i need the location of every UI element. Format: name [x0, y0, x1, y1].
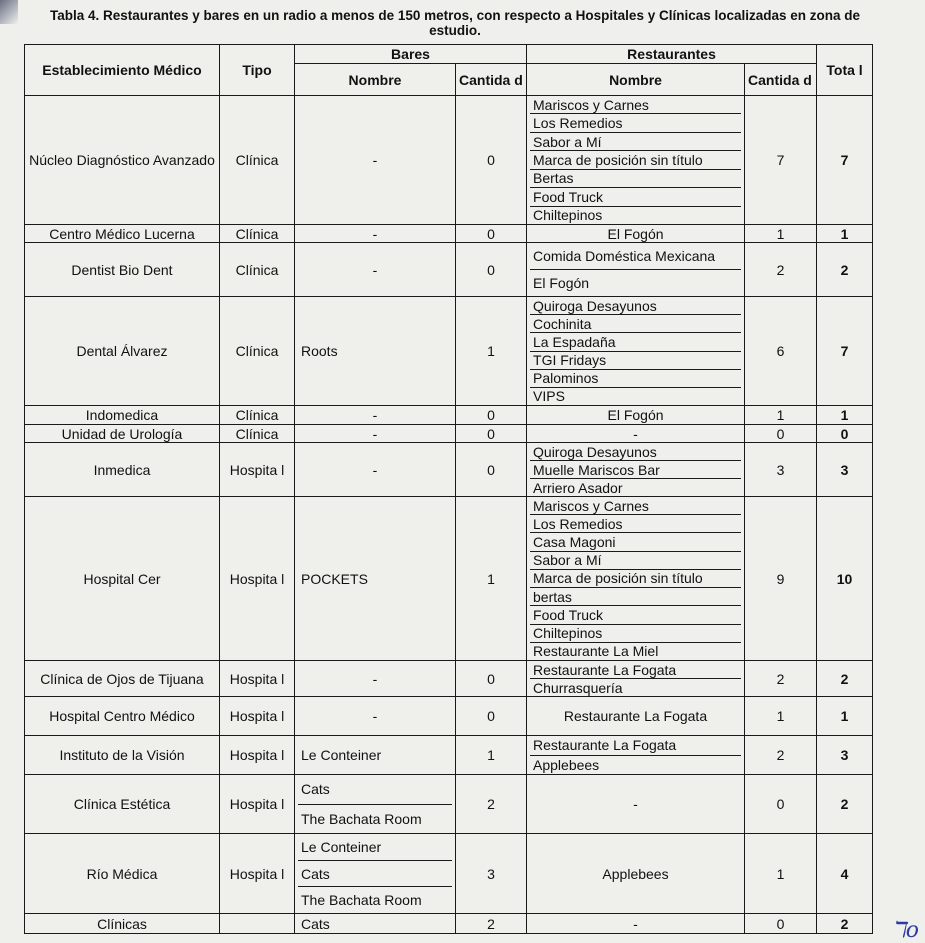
bares-cantidad-cell: 0: [456, 96, 527, 225]
rest-nombre-cell: [527, 425, 745, 443]
rest-cantidad-cell: 0: [745, 775, 817, 834]
bares-nombre-cell-item: -: [372, 425, 378, 442]
tipo-cell: Clínica: [220, 425, 295, 443]
establecimiento-cell: Núcleo Diagnóstico Avanzado: [25, 96, 220, 225]
table-row: [25, 425, 873, 443]
rest-nombre-cell: [527, 243, 745, 297]
bares-nombre-cell-item: -: [372, 152, 378, 168]
tipo-cell: [220, 914, 295, 934]
bares-nombre-cell: [295, 243, 456, 297]
rest-cantidad-cell: 1: [745, 834, 817, 914]
header-bares-cantidad: Cantida d: [456, 64, 527, 96]
tipo-cell: Hospita l: [220, 736, 295, 775]
bares-nombre-cell: [295, 225, 456, 243]
rest-nombre-cell: [527, 297, 745, 406]
rest-nombre-cell-item: Food Truck: [530, 605, 741, 623]
bares-nombre-cell-item: -: [372, 708, 378, 724]
rest-cantidad-cell: 2: [745, 661, 817, 697]
establecimiento-cell: Clínica Estética: [25, 775, 220, 834]
header-bares-nombre: Nombre: [295, 64, 456, 96]
bares-nombre-cell: [295, 406, 456, 425]
bares-nombre-cell-item: The Bachata Room: [298, 886, 452, 913]
total-cell: 4: [817, 834, 873, 914]
table-row: [25, 225, 873, 243]
establecimiento-cell: Centro Médico Lucerna: [25, 225, 220, 243]
total-cell: 1: [817, 406, 873, 425]
table-row: [25, 661, 873, 697]
establecimiento-cell: Clínicas: [25, 914, 220, 934]
rest-nombre-cell-item: La Espadaña: [530, 332, 741, 350]
handwritten-margin-mark: ℸo: [891, 918, 919, 943]
rest-cantidad-cell: 0: [745, 425, 817, 443]
bares-nombre-cell: [295, 96, 456, 225]
bares-cantidad-cell: 0: [456, 243, 527, 297]
bares-nombre-cell: [295, 497, 456, 661]
rest-cantidad-cell: 2: [745, 736, 817, 775]
table-row: [25, 775, 873, 834]
establecimiento-cell: Indomedica: [25, 406, 220, 425]
rest-nombre-cell-item: bertas: [530, 587, 741, 605]
rest-nombre-cell-item: Food Truck: [530, 187, 741, 205]
bares-cantidad-cell: 1: [456, 736, 527, 775]
tipo-cell: Hospita l: [220, 661, 295, 697]
bares-nombre-cell: [295, 775, 456, 834]
rest-nombre-cell: [527, 225, 745, 243]
header-rest-nombre: Nombre: [527, 64, 745, 96]
tipo-cell: Hospita l: [220, 834, 295, 914]
header-rest-cantidad: Cantida d: [745, 64, 817, 96]
table-row: [25, 96, 873, 225]
bares-nombre-cell-item: Cats: [301, 915, 330, 932]
rest-nombre-cell-item: Churrasquería: [530, 678, 741, 696]
rest-nombre-cell: [527, 914, 745, 934]
total-cell: 1: [817, 697, 873, 736]
tipo-cell: Clínica: [220, 225, 295, 243]
establecimiento-cell: Unidad de Urología: [25, 425, 220, 443]
bares-cantidad-cell: 2: [456, 775, 527, 834]
rest-nombre-cell-item: -: [633, 915, 638, 932]
table-row: [25, 736, 873, 775]
page-corner-shadow: [0, 0, 18, 24]
caption-text: Restaurantes y bares en un radio a menos de 150 metros, con respecto a Hospitales y Clínicas localizadas en zona de estudio.: [103, 8, 861, 38]
bares-cantidad-cell: 0: [456, 406, 527, 425]
rest-cantidad-cell: 3: [745, 443, 817, 497]
bares-nombre-cell: [295, 834, 456, 914]
table-caption: [30, 8, 880, 38]
rest-nombre-cell-item: Mariscos y Carnes: [533, 497, 649, 514]
rest-nombre-cell-item: Sabor a Mí: [530, 551, 741, 569]
total-cell: 2: [817, 661, 873, 697]
rest-nombre-cell-item: El Fogón: [607, 225, 664, 242]
table-row: [25, 243, 873, 297]
rest-cantidad-cell: 9: [745, 497, 817, 661]
rest-nombre-cell-item: Restaurante La Miel: [530, 642, 741, 660]
rest-nombre-cell-item: Cochinita: [530, 314, 741, 332]
total-cell: 3: [817, 736, 873, 775]
rest-nombre-cell-item: Applebees: [530, 755, 741, 775]
bares-nombre-cell: [295, 914, 456, 934]
rest-nombre-cell-item: El Fogón: [607, 407, 664, 423]
bares-cantidad-cell: 1: [456, 297, 527, 406]
total-cell: 10: [817, 497, 873, 661]
total-cell: 3: [817, 443, 873, 497]
table-row: [25, 497, 873, 661]
establecimiento-cell: Dentist Bio Dent: [25, 243, 220, 297]
bares-nombre-cell: [295, 736, 456, 775]
bares-nombre-cell: [295, 443, 456, 497]
table-row: [25, 697, 873, 736]
rest-nombre-cell-item: Bertas: [530, 169, 741, 187]
rest-nombre-cell-item: VIPS: [530, 387, 741, 405]
rest-nombre-cell-item: -: [633, 796, 638, 812]
rest-nombre-cell-item: TGI Fridays: [530, 351, 741, 369]
rest-nombre-cell-item: Restaurante La Fogata: [533, 737, 677, 754]
tipo-cell: Clínica: [220, 297, 295, 406]
bares-cantidad-cell: 2: [456, 914, 527, 934]
rest-nombre-cell-item: -: [633, 425, 638, 442]
header-establecimiento: Establecimiento Médico: [25, 45, 220, 96]
rest-nombre-cell-item: Los Remedios: [530, 113, 741, 131]
bares-cantidad-cell: 0: [456, 661, 527, 697]
tipo-cell: Clínica: [220, 406, 295, 425]
rest-nombre-cell-item: Casa Magoni: [530, 532, 741, 550]
rest-cantidad-cell: 7: [745, 96, 817, 225]
establecimiento-cell: Clínica de Ojos de Tijuana: [25, 661, 220, 697]
bares-nombre-cell-item: Le Conteiner: [301, 838, 382, 855]
rest-nombre-cell: [527, 775, 745, 834]
establecimiento-cell: Dental Álvarez: [25, 297, 220, 406]
table-body: [25, 96, 873, 934]
bares-cantidad-cell: 0: [456, 425, 527, 443]
header-restaurantes: Restaurantes: [527, 45, 817, 64]
rest-nombre-cell-item: Quiroga Desayunos: [533, 297, 657, 314]
bares-cantidad-cell: 0: [456, 443, 527, 497]
rest-cantidad-cell: 1: [745, 697, 817, 736]
establecimiento-cell: Hospital Cer: [25, 497, 220, 661]
rest-nombre-cell-item: Chiltepinos: [530, 624, 741, 642]
rest-cantidad-cell: 1: [745, 225, 817, 243]
total-cell: 7: [817, 96, 873, 225]
bares-cantidad-cell: 0: [456, 697, 527, 736]
rest-nombre-cell-item: Mariscos y Carnes: [533, 96, 649, 113]
bares-nombre-cell-item: -: [372, 261, 378, 278]
establecimiento-cell: Río Médica: [25, 834, 220, 914]
bares-nombre-cell: [295, 697, 456, 736]
bares-cantidad-cell: 1: [456, 497, 527, 661]
table-row: [25, 914, 873, 934]
table-row: [25, 443, 873, 497]
rest-nombre-cell: [527, 834, 745, 914]
bares-cantidad-cell: 3: [456, 834, 527, 914]
tipo-cell: Clínica: [220, 96, 295, 225]
bares-nombre-cell-item: POCKETS: [301, 570, 368, 587]
rest-cantidad-cell: 1: [745, 406, 817, 425]
rest-nombre-cell: [527, 443, 745, 497]
rest-nombre-cell-item: Arriero Asador: [530, 478, 741, 496]
establecimiento-cell: Hospital Centro Médico: [25, 697, 220, 736]
rest-cantidad-cell: 2: [745, 243, 817, 297]
rest-nombre-cell-item: Los Remedios: [530, 514, 741, 532]
rest-nombre-cell: [527, 697, 745, 736]
rest-nombre-cell-item: Restaurante La Fogata: [563, 708, 708, 724]
rest-nombre-cell: [527, 96, 745, 225]
rest-nombre-cell-item: Comida Doméstica Mexicana: [533, 248, 716, 264]
table-row: [25, 297, 873, 406]
rest-cantidad-cell: 0: [745, 914, 817, 934]
rest-nombre-cell-item: Quiroga Desayunos: [533, 443, 657, 460]
bares-nombre-cell-item: -: [372, 461, 378, 478]
tipo-cell: Hospita l: [220, 443, 295, 497]
tipo-cell: Hospita l: [220, 697, 295, 736]
rest-nombre-cell: [527, 497, 745, 661]
bares-nombre-cell-item: Cats: [301, 781, 330, 798]
rest-nombre-cell-item: Palominos: [530, 369, 741, 387]
bares-nombre-cell-item: The Bachata Room: [298, 804, 452, 834]
bares-nombre-cell-item: -: [372, 225, 378, 242]
tipo-cell: Hospita l: [220, 775, 295, 834]
caption-label: Tabla 4.: [49, 8, 100, 23]
rest-nombre-cell-item: Marca de posición sin título: [530, 569, 741, 587]
rest-cantidad-cell: 6: [745, 297, 817, 406]
rest-nombre-cell: [527, 406, 745, 425]
tipo-cell: Hospita l: [220, 497, 295, 661]
bares-nombre-cell-item: Cats: [298, 860, 452, 887]
rest-nombre-cell-item: El Fogón: [530, 269, 741, 296]
rest-nombre-cell: [527, 736, 745, 775]
bares-cantidad-cell: 0: [456, 225, 527, 243]
total-cell: 2: [817, 243, 873, 297]
bares-nombre-cell: [295, 661, 456, 697]
total-cell: 0: [817, 425, 873, 443]
rest-nombre-cell: [527, 661, 745, 697]
bares-nombre-cell: [295, 425, 456, 443]
bares-nombre-cell: [295, 297, 456, 406]
header-total: Tota l: [817, 45, 873, 96]
rest-nombre-cell-item: Restaurante La Fogata: [533, 661, 677, 678]
bares-nombre-cell-item: Roots: [301, 343, 338, 359]
rest-nombre-cell-item: Applebees: [602, 865, 669, 882]
total-cell: 7: [817, 297, 873, 406]
establecimiento-cell: Inmedica: [25, 443, 220, 497]
bares-nombre-cell-item: -: [372, 407, 378, 423]
rest-nombre-cell-item: Marca de posición sin título: [530, 150, 741, 168]
rest-nombre-cell-item: Muelle Mariscos Bar: [530, 460, 741, 478]
total-cell: 1: [817, 225, 873, 243]
establecimiento-cell: Instituto de la Visión: [25, 736, 220, 775]
header-tipo: Tipo: [220, 45, 295, 96]
table-row: [25, 406, 873, 425]
restaurants-bars-table: [24, 44, 873, 934]
total-cell: 2: [817, 914, 873, 934]
table-row: [25, 834, 873, 914]
total-cell: 2: [817, 775, 873, 834]
header-bares: Bares: [295, 45, 527, 64]
rest-nombre-cell-item: Sabor a Mí: [530, 132, 741, 150]
rest-nombre-cell-item: Chiltepinos: [530, 206, 741, 224]
bares-nombre-cell-item: -: [372, 670, 378, 687]
tipo-cell: Clínica: [220, 243, 295, 297]
bares-nombre-cell-item: Le Conteiner: [301, 747, 382, 763]
